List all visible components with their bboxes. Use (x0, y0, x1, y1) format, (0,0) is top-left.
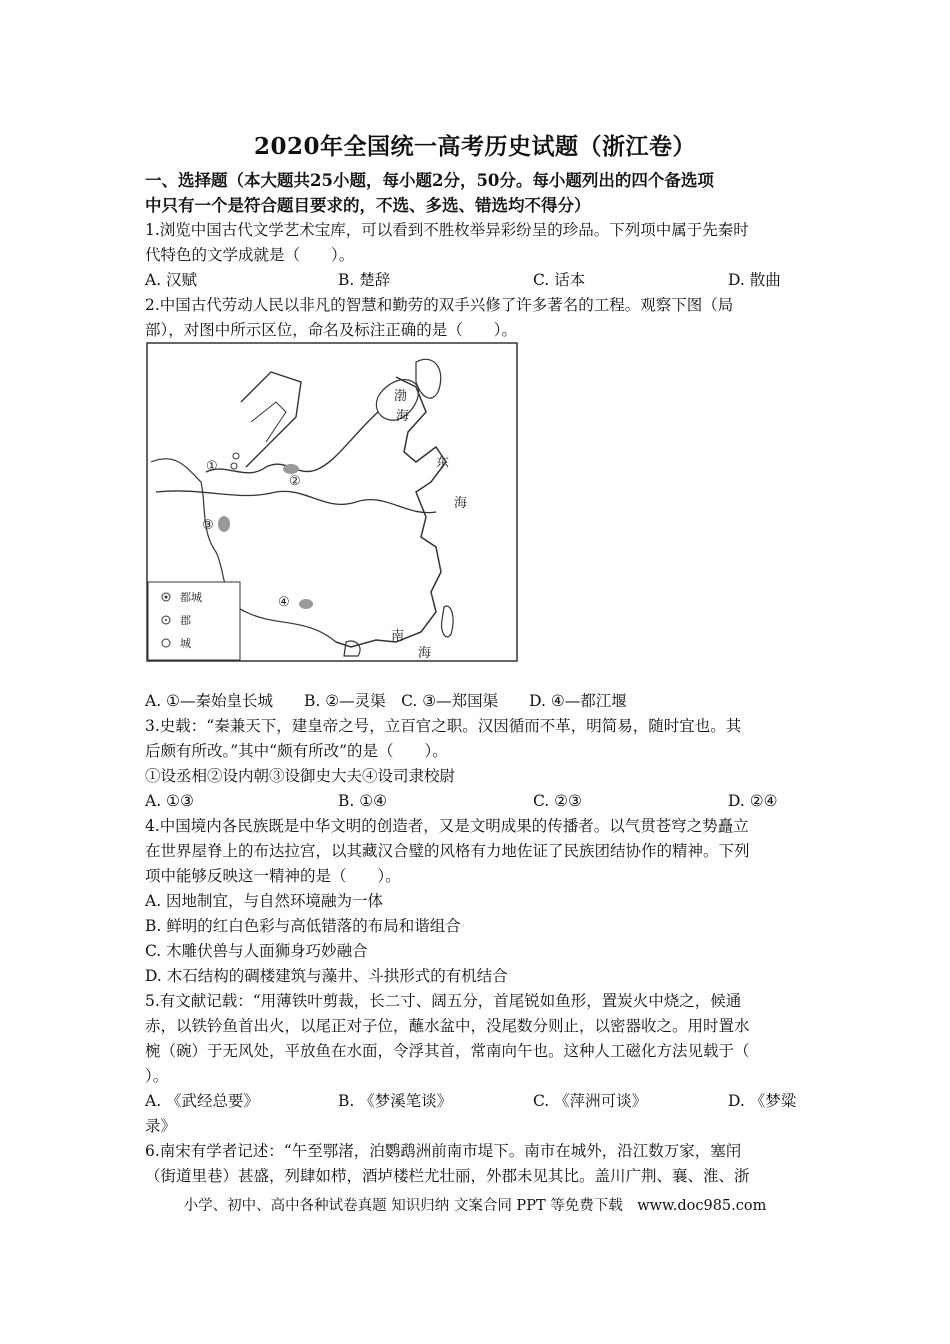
q3-option-a: A. ①③ (145, 792, 194, 810)
question-2-line-2: 部），对图中所示区位，命名及标注正确的是（ ）。 (145, 321, 518, 339)
marker-3: ③ (202, 518, 214, 533)
question-1 (145, 218, 810, 268)
question-1-line-2: 代特色的文学成就是（ ）。 (145, 246, 355, 264)
question-5-line-1: 5.有文献记载：“用薄铁叶剪裁，长二寸、阔五分，首尾锐如鱼形，置炭火中烧之，候通 (145, 992, 742, 1010)
question-4 (145, 814, 810, 989)
legend-capital-dot (165, 596, 168, 599)
legend-commandery: 郡 (180, 614, 191, 627)
sea-label-hai-2: 海 (454, 496, 468, 511)
legend-capital: 都城 (180, 591, 202, 604)
question-2 (145, 293, 810, 343)
q3-option-c: C. ②③ (533, 792, 582, 810)
q5-option-c: C. 《萍洲可谈》 (533, 1092, 648, 1110)
q1-option-b: B. 楚辞 (338, 271, 391, 289)
q5-option-a: A. 《武经总要》 (145, 1092, 260, 1110)
question-2-line-1: 2.中国古代劳动人民以非凡的智慧和勤劳的双手兴修了许多著名的工程。观察下图（局 (145, 296, 734, 314)
question-6-line-1: 6.南宋有学者记述：“午至鄂渚，泊鹦鹉洲前南市堤下。南市在城外，沿江数万家，塞闬 (145, 1142, 742, 1160)
question-4-line-2: 在世界屋脊上的布达拉宫，以其藏汉合璧的风格有力地佐证了民族团结协作的精神。下列 (145, 842, 750, 860)
question-6-line-2: （街道里巷）甚盛，列肆如栉，酒垆楼栏尤壮丽，外郡未见其比。盖川广荆、襄、淮、浙 (145, 1167, 750, 1185)
q5-option-b: B. 《梦溪笔谈》 (338, 1092, 453, 1110)
page-title: 2020年全国统一高考历史试题（浙江卷） (253, 133, 696, 160)
sea-label-hai-1: 海 (396, 409, 410, 424)
section-heading-line-2: 中只有一个是符合题目要求的，不选、多选、错选均不得分） (145, 196, 591, 215)
marker-2: ② (289, 474, 301, 489)
marker-4: ④ (278, 595, 290, 610)
marker-1: ① (206, 459, 218, 474)
sea-label-nan: 南 (391, 629, 405, 644)
legend-city: 城 (180, 637, 191, 650)
sea-label-bo: 渤 (394, 389, 408, 404)
q4-option-c: C. 木雕伏兽与人面狮身巧妙融合 (145, 942, 368, 960)
question-5-line-4: ）。 (145, 1067, 169, 1085)
q1-option-a: A. 汉赋 (145, 271, 198, 289)
legend-commandery-dot (165, 619, 167, 621)
marker-2-area (283, 464, 299, 474)
marker-3-area (218, 516, 230, 532)
marker-4-area (299, 599, 313, 609)
q4-option-d: D. 木石结构的碉楼建筑与藻井、斗拱形式的有机结合 (145, 967, 508, 985)
historical-map (146, 342, 518, 662)
q3-option-b: B. ①④ (338, 792, 388, 810)
section-heading (145, 168, 815, 218)
question-6 (145, 1139, 810, 1189)
q1-option-c: C. 话本 (533, 271, 586, 289)
q4-option-a: A. 因地制宜，与自然环境融为一体 (145, 892, 384, 910)
question-3-line-1: 3.史载：“秦兼天下，建皇帝之号，立百官之职。汉因循而不革，明简易，随时宜也。其 (145, 717, 742, 735)
question-1-line-1: 1.浏览中国古代文学艺术宝库，可以看到不胜枚举异彩纷呈的珍品。下列项中属于先秦时 (145, 221, 749, 239)
question-4-line-1: 4.中国境内各民族既是中华文明的创造者，又是文明成果的传播者。以气贯苍穹之势矗立 (145, 817, 749, 835)
q4-option-b: B. 鲜明的红白色彩与高低错落的布局和谐组合 (145, 917, 461, 935)
question-3 (145, 714, 810, 789)
question-5 (145, 989, 810, 1089)
q1-option-d: D. 散曲 (728, 271, 781, 289)
sea-label-hai-3: 海 (418, 646, 432, 661)
question-5-line-2: 赤，以铁钤鱼首出火，以尾正对子位，蘸水盆中，没尾数分则止，以密器收之。用时置水 (145, 1017, 750, 1035)
sea-label-dong: 东 (436, 456, 450, 471)
question-3-line-2: 后颇有所改。”其中“颇有所改”的是（ ）。 (145, 742, 448, 760)
section-heading-line-1: 一、选择题（本大题共25小题，每小题2分，50分。每小题列出的四个备选项 (145, 171, 714, 190)
q5-option-d-wrap: 录》 (145, 1117, 177, 1135)
question-5-line-3: 椀（碗）于无风处，平放鱼在水面，令浮其首，常南向午也。这种人工磁化方法见载于（ (145, 1042, 750, 1060)
question-4-line-3: 项中能够反映这一精神的是（ ）。 (145, 867, 401, 885)
q2-options: A. ①—秦始皇长城 B. ②—灵渠 C. ③—郑国渠 D. ④—都江堰 (145, 692, 627, 710)
q3-option-d: D. ②④ (728, 792, 778, 810)
question-3-line-3: ①设丞相②设内朝③设御史大夫④设司隶校尉 (145, 767, 456, 785)
q5-option-d: D. 《梦粱 (728, 1092, 797, 1110)
footer-link-text: 小学、初中、高中各种试卷真题 知识归纳 文案合同 PPT 等免费下载 www.doc985.com (183, 1198, 767, 1214)
